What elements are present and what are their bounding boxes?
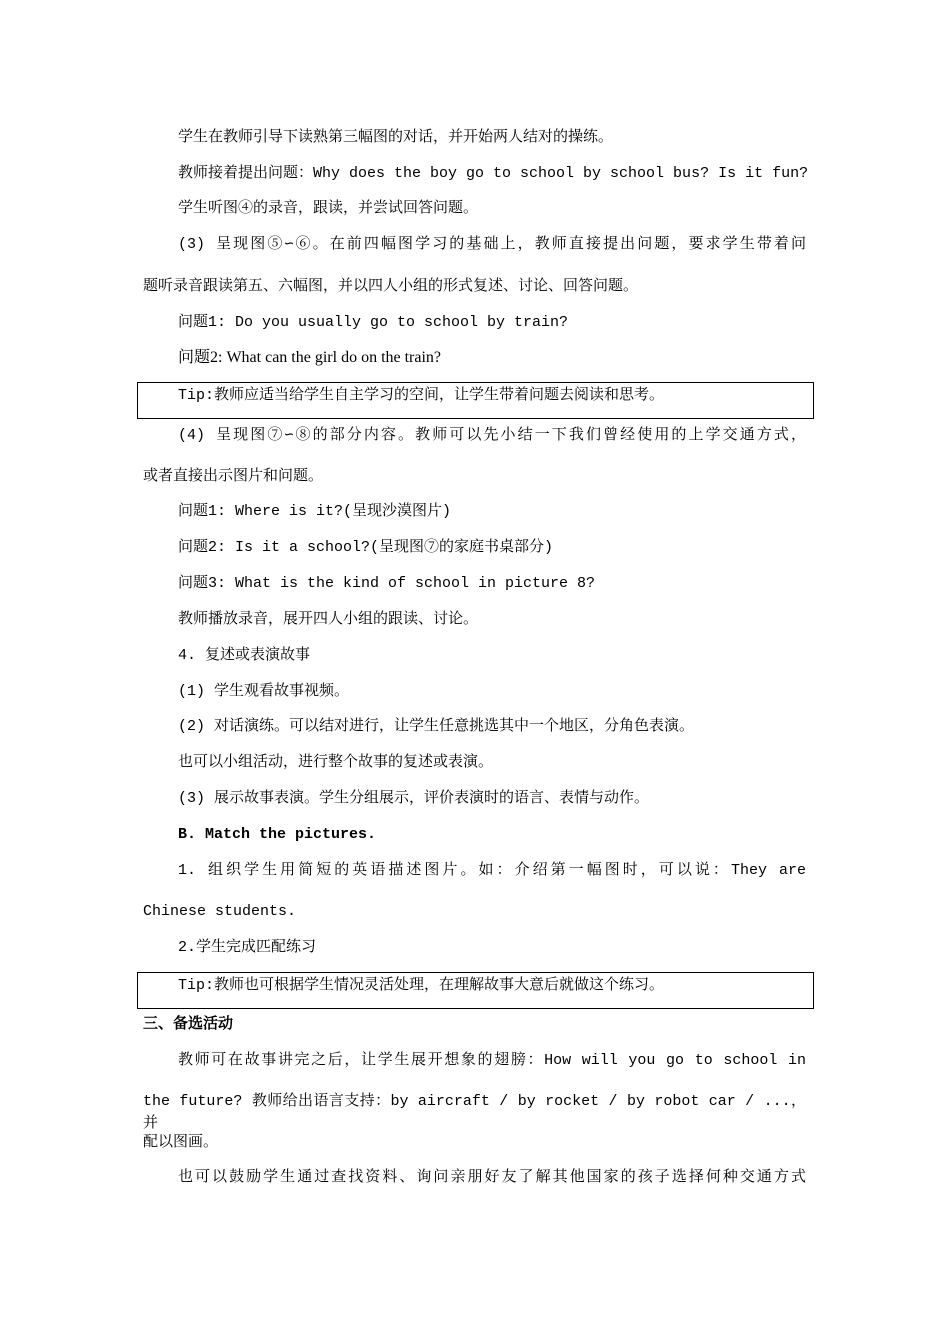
paragraph-line: the future? 教师给出语言支持：by aircraft / by rocket / by robot car / ...，并: [143, 1093, 806, 1132]
paragraph-line: 学生听图④的录音，跟读，并尝试回答问题。: [178, 200, 479, 217]
question-line: 问题3: What is the kind of school in picture 8?: [178, 575, 596, 592]
question-line: 问题2: What can the girl do on the train?: [178, 349, 442, 366]
paragraph-line: 教师接着提出问题：Why does the boy go to school by school bus? Is it fun?: [178, 165, 809, 182]
tip-text: Tip:教师应适当给学生自主学习的空间，让学生带着问题去阅读和思考。: [178, 387, 665, 404]
paragraph-line: 题听录音跟读第五、六幅图，并以四人小组的形式复述、讨论、回答问题。: [143, 278, 639, 295]
paragraph-line: 教师播放录音，展开四人小组的跟读、讨论。: [178, 611, 479, 628]
paragraph-line: (3) 呈现图⑤∽⑥。在前四幅图学习的基础上，教师直接提出问题，要求学生带着问: [178, 236, 806, 253]
section-subheading: B. Match the pictures.: [178, 826, 377, 843]
section-heading: 三、备选活动: [143, 1016, 234, 1033]
paragraph-line: 配以图画。: [143, 1134, 219, 1151]
question-line: 问题1: Do you usually go to school by train?: [178, 314, 569, 331]
paragraph-line: 学生在教师引导下读熟第三幅图的对话，并开始两人结对的操练。: [178, 129, 614, 146]
paragraph-line: 或者直接出示图片和问题。: [143, 468, 324, 485]
paragraph-line: 也可以小组活动，进行整个故事的复述或表演。: [178, 754, 494, 771]
question-line: 问题1: Where is it?(呈现沙漠图片): [178, 503, 452, 520]
paragraph-line: (1) 学生观看故事视频。: [178, 683, 350, 700]
paragraph-line: (2) 对话演练。可以结对进行，让学生任意挑选其中一个地区，分角色表演。: [178, 718, 695, 735]
paragraph-line: 2.学生完成匹配练习: [178, 939, 317, 956]
paragraph-line: 教师可在故事讲完之后，让学生展开想象的翅膀：How will you go to school in: [178, 1052, 806, 1069]
section-step: 4. 复述或表演故事: [178, 647, 311, 664]
question-line: 问题2: Is it a school?(呈现图⑦的家庭书桌部分): [178, 539, 554, 556]
tip-text: Tip:教师也可根据学生情况灵活处理，在理解故事大意后就做这个练习。: [178, 977, 665, 994]
paragraph-line: 也可以鼓励学生通过查找资料、询问亲朋好友了解其他国家的孩子选择何种交通方式: [178, 1169, 806, 1186]
paragraph-line: (3) 展示故事表演。学生分组展示，评价表演时的语言、表情与动作。: [178, 790, 650, 807]
paragraph-line: (4) 呈现图⑦∽⑧的部分内容。教师可以先小结一下我们曾经使用的上学交通方式，: [178, 427, 806, 444]
paragraph-line: Chinese students.: [143, 903, 297, 920]
paragraph-line: 1. 组织学生用简短的英语描述图片。如：介绍第一幅图时，可以说：They are: [178, 862, 806, 879]
